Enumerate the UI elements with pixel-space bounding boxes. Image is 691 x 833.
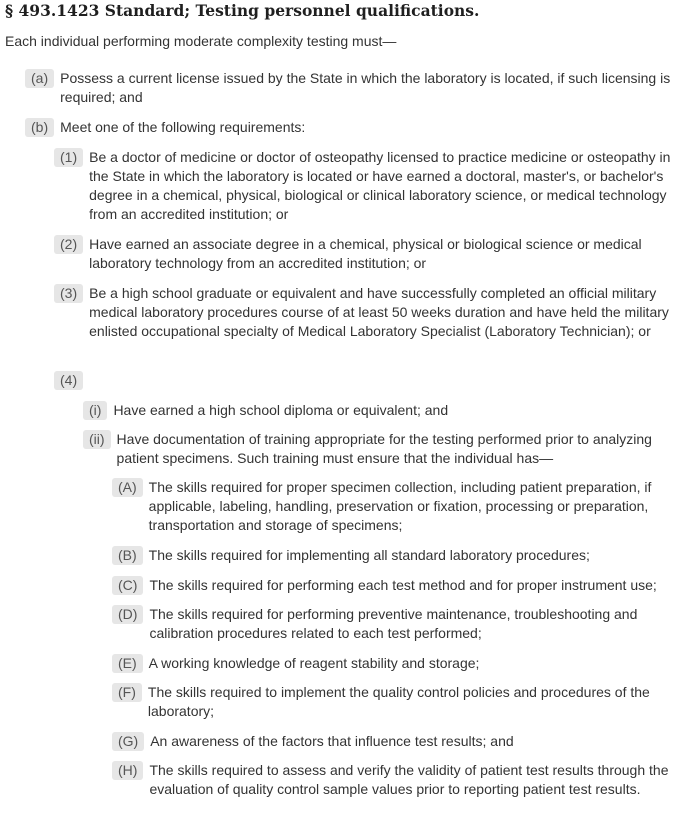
- paragraph-b-4-ii-E: [112, 654, 680, 673]
- paragraph-label[interactable]: (G): [112, 732, 144, 751]
- paragraph-text: The skills required for performing preventive maintenance, troubleshooting and calibration procedures related to each test performed;: [149, 606, 638, 641]
- paragraph-label[interactable]: (H): [112, 761, 143, 780]
- paragraph-text: Meet one of the following requirements:: [60, 119, 306, 135]
- paragraph-text: Possess a current license issued by the State in which the laboratory is located, if such licensing is required; and: [60, 70, 671, 105]
- paragraph-a: [25, 69, 677, 107]
- paragraph-text: A working knowledge of reagent stability and storage;: [148, 655, 480, 671]
- section-title: § 493.1423 Standard; Testing personnel qualifications.: [5, 1, 480, 20]
- paragraph-b-3: [54, 284, 680, 341]
- paragraph-label[interactable]: (2): [54, 235, 83, 254]
- paragraph-b-2: [54, 235, 680, 273]
- paragraph-text: Be a doctor of medicine or doctor of osteopathy licensed to practice medicine or osteopathy in the State in which the laboratory is located or have earned a doctoral, master's, or bachelor's degree in a chemical, physical, biological or clinical laboratory science, or medical technology from an accredited institution; or: [89, 149, 671, 222]
- paragraph-b-4-ii-H: [112, 761, 680, 799]
- paragraph-text: Have documentation of training appropriate for the testing performed prior to analyzing patient specimens. Such training must ensure that the individual has—: [116, 431, 652, 466]
- paragraph-label[interactable]: (b): [25, 118, 54, 137]
- paragraph-label[interactable]: (a): [25, 69, 54, 88]
- paragraph-b-4-ii-G: [112, 732, 680, 751]
- paragraph-text: The skills required to implement the quality control policies and procedures of the laboratory;: [147, 684, 650, 719]
- paragraph-b-4-ii-D: [112, 605, 680, 643]
- section-intro: Each individual performing moderate complexity testing must—: [5, 33, 397, 49]
- paragraph-label[interactable]: (E): [112, 654, 143, 673]
- paragraph-label[interactable]: (i): [83, 401, 107, 420]
- paragraph-b-4-ii-B: [112, 546, 680, 565]
- paragraph-b-4-ii-C: [112, 576, 687, 595]
- paragraph-text: The skills required to assess and verify the validity of patient test results through the evaluation of quality control sample values prior to reporting patient test results.: [149, 762, 669, 797]
- paragraph-b-4-ii-A: [112, 478, 680, 535]
- paragraph-label[interactable]: (A): [112, 478, 143, 497]
- paragraph-b-4: [54, 371, 680, 390]
- paragraph-label[interactable]: (4): [54, 371, 83, 390]
- paragraph-text: An awareness of the factors that influence test results; and: [150, 733, 514, 749]
- paragraph-label[interactable]: (3): [54, 284, 83, 303]
- paragraph-b-4-ii: [83, 430, 680, 468]
- paragraph-label[interactable]: (D): [112, 605, 143, 624]
- paragraph-label[interactable]: (C): [112, 576, 143, 595]
- paragraph-text: Have earned an associate degree in a chemical, physical or biological science or medical laboratory technology from an accredited institution; or: [89, 236, 642, 271]
- paragraph-b: [25, 118, 677, 137]
- paragraph-label[interactable]: (F): [112, 683, 142, 702]
- paragraph-text: The skills required for proper specimen collection, including patient preparation, if applicable, labeling, handling, preservation or fixation, processing or preparation, transportation and storage of specimens;: [148, 479, 652, 533]
- paragraph-text: The skills required for performing each test method and for proper instrument use;: [149, 577, 657, 593]
- paragraph-text: Be a high school graduate or equivalent and have successfully completed an official military medical laboratory procedures course of at least 50 weeks duration and have held the military enlisted occupational specialty of Medical Laboratory Specialist (Laboratory Technician); or: [89, 285, 669, 339]
- paragraph-text: Have earned a high school diploma or equivalent; and: [113, 402, 449, 418]
- paragraph-b-4-ii-F: [112, 683, 680, 721]
- paragraph-label[interactable]: (1): [54, 148, 83, 167]
- paragraph-label[interactable]: (B): [112, 546, 143, 565]
- paragraph-label[interactable]: (ii): [83, 430, 111, 449]
- paragraph-b-1: [54, 148, 680, 224]
- paragraph-text: The skills required for implementing all standard laboratory procedures;: [148, 547, 590, 563]
- paragraph-b-4-i: [83, 401, 680, 420]
